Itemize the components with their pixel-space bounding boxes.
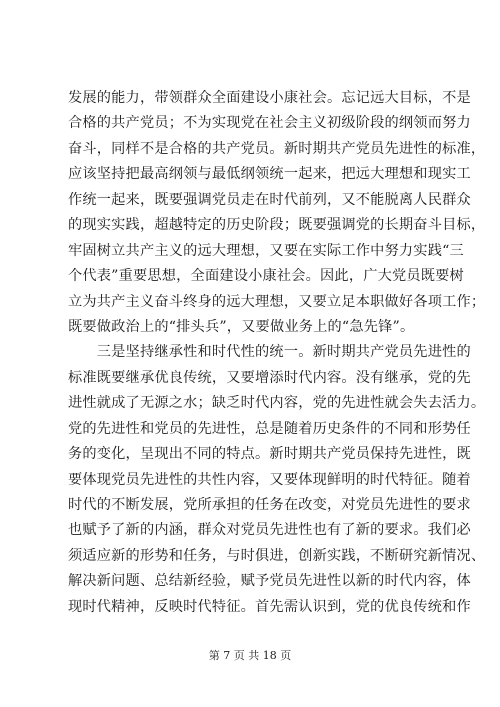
text-line: 牢固树立共产主义的远大理想，又要在实际工作中努力实践“三 (68, 242, 464, 259)
text-line: 个代表”重要思想，全面建设小康社会。因此，广大党员既要树 (68, 268, 464, 285)
text-line: 解决新问题、总结新经验，赋予党员先进性以新的时代内容，体 (68, 573, 471, 590)
text-line: 也赋予了新的内涵，群众对党员先进性也有了新的要求。我们必 (68, 522, 471, 539)
text-line: 发展的能力，带领群众全面建设小康社会。忘记远大目标，不是 (68, 90, 471, 106)
text-line: 三是坚持继承性和时代性的统一。新时期共产党员先进性的 (68, 344, 471, 361)
text-line: 既要做政治上的“排头兵”，又要做业务上的“急先锋”。 (68, 318, 415, 335)
page-footer: 第 7 页 共 18 页 (208, 649, 292, 662)
text-line: 进性就成了无源之水；缺乏时代内容，党的先进性就会失去活力。 (68, 395, 486, 412)
text-line: 作统一起来，既要强调党员走在时代前列，又不能脱离人民群众 (68, 191, 471, 208)
text-line: 要体现党员先进性的共性内容，又要体现鲜明的时代特征。随着 (68, 471, 471, 488)
text-line: 现时代精神，反映时代特征。首先需认识到，党的优良传统和作 (68, 598, 471, 615)
text-line: 合格的共产党员；不为实现党在社会主义初级阶段的纲领而努力 (68, 115, 471, 132)
text-line: 党的先进性和党员的先进性，总是随着历史条件的不同和形势任 (68, 420, 471, 437)
text-line: 时代的不断发展，党所承担的任务在改变，对党员先进性的要求 (68, 497, 471, 513)
text-line: 务的变化，呈现出不同的特点。新时期共产党员保持先进性，既 (68, 446, 471, 463)
body-text (68, 86, 486, 620)
text-line: 须适应新的形势和任务，与时俱进，创新实践，不断研究新情况、 (68, 547, 486, 564)
text-line: 立为共产主义奋斗终身的远大理想，又要立足本职做好各项工作； (68, 293, 486, 310)
text-line: 的现实实践，超越特定的历史阶段；既要强调党的长期奋斗目标， (68, 217, 486, 234)
text-line: 应该坚持把最高纲领与最低纲领统一起来，把远大理想和现实工 (68, 166, 471, 183)
text-line: 奋斗，同样不是合格的共产党员。新时期共产党员先进性的标准， (68, 140, 486, 157)
text-line: 标准既要继承优良传统，又要增添时代内容。没有继承，党的先 (68, 369, 471, 386)
